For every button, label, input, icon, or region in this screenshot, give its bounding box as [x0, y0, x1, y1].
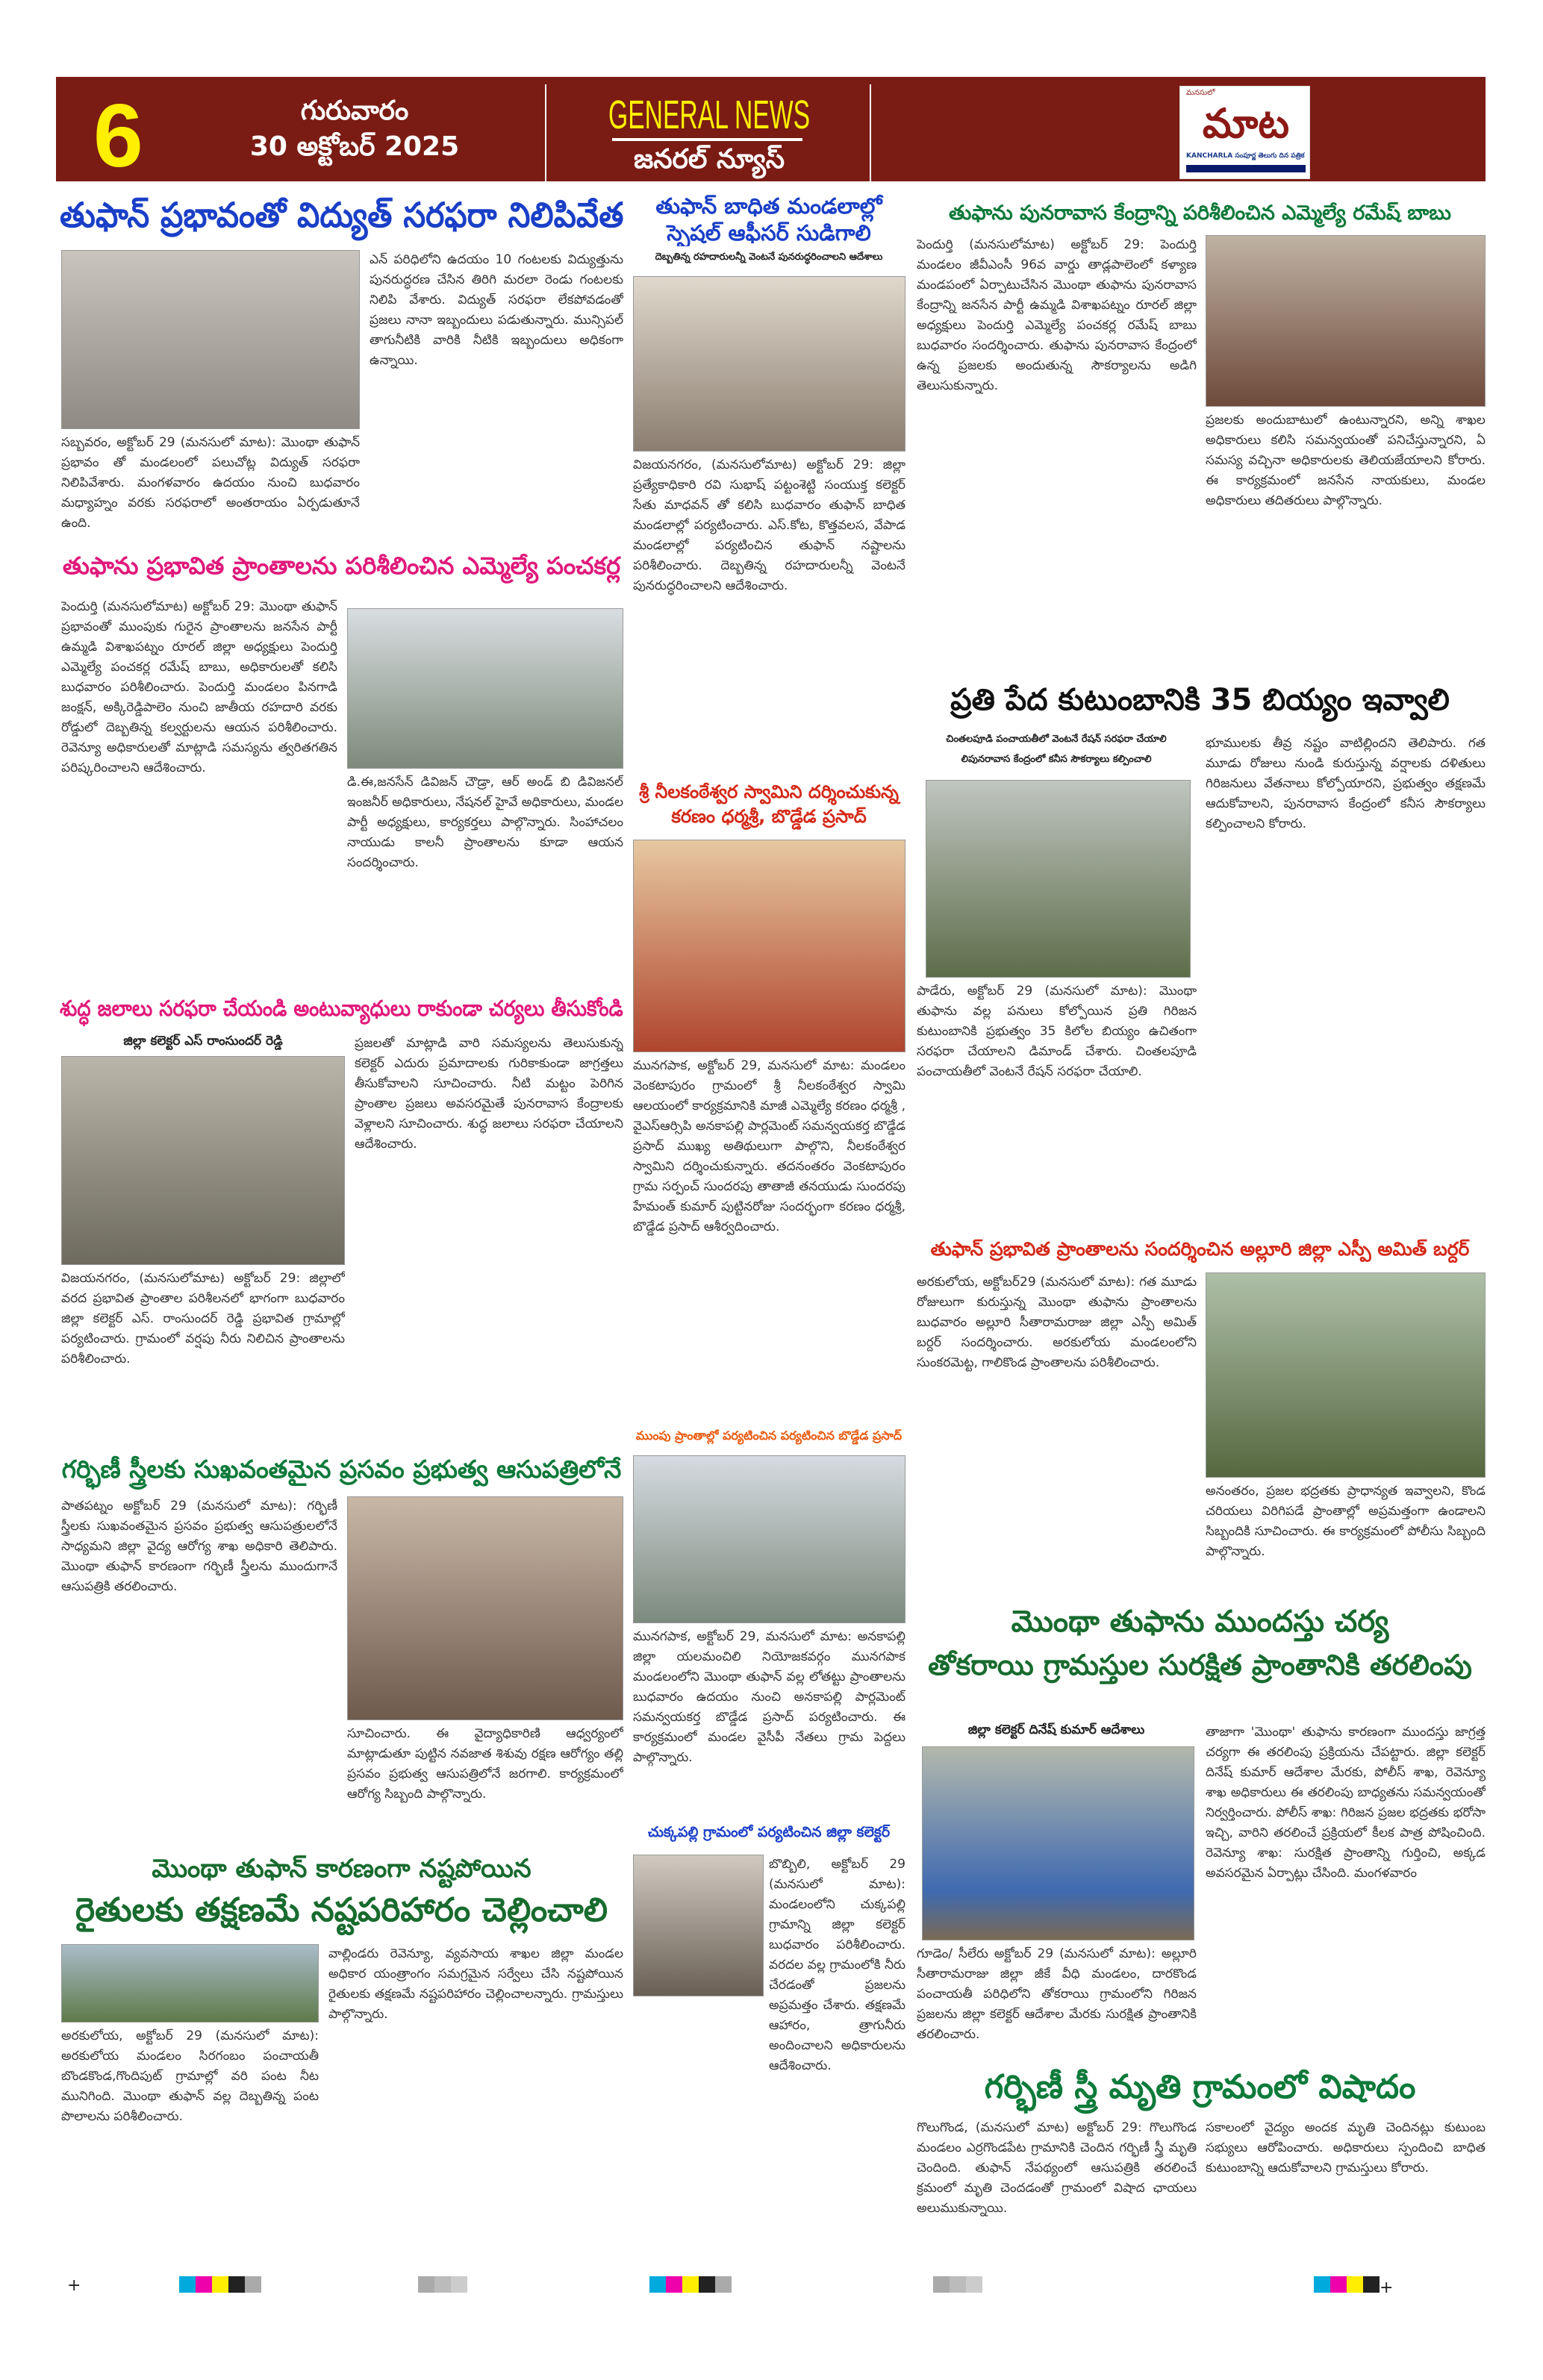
article-body: సూచించారు. ఈ వైద్యాధికారిణి ఆధ్వర్యంలో మాట్లాడుతూ పుట్టిన నవజాత శిశువు రక్షణ ఆరోగ్యం తల్లి ప్రసవం ప్రభుత్వ ఆసుపత్రిలోనే జరగాలి. కార్యక్రమంలో ఆరోగ్య సిబ్బంది పాల్గొన్నారు.: [347, 1726, 623, 1802]
section-title-en: GENERAL NEWS: [608, 93, 811, 137]
article-body: అనంతరం, ప్రజల భద్రతకు ప్రాధాన్యత ఇవ్వాలని, కొండ చరియలు విరిగిపడే ప్రాంతాల్లో అప్రమత్తంగా ఉండాలని సిబ్బందికి సూచించారు. ఈ కార్యక్రమంలో పోలీసు సిబ్బంది పాల్గొన్నారు.: [1206, 1484, 1486, 1559]
article-photo: [633, 1455, 905, 1623]
subheadline: దెబ్బతిన్న రహదారులన్నీ వెంటనే పునరుద్ధరించాలని ఆదేశాలు: [655, 252, 883, 263]
article-body: బొబ్బిలి, అక్టోబర్ 29 (మనసులో మాట): మండలంలోని చుక్కపల్లి గ్రామాన్ని జిల్లా కలెక్టర్ బుధవారం పరిశీలించారు. వరదల వల్ల గ్రామంలోకి నీరు చేరడంతో ప్రజలను అప్రమత్తం చేశారు. తక్షణమే ఆహారం, త్రాగునీరు అందించాలని అధికారులను ఆదేశించారు.: [769, 1857, 905, 2073]
headline: మొంథా తుఫాను ముందస్తు చర్య: [1011, 1605, 1389, 1639]
subheadline: లిపునరావాస కేంద్రంలో కనీస సౌకర్యాలు కల్పించాలి: [961, 754, 1152, 765]
article-photo: [1206, 235, 1486, 407]
color-bar: [418, 2276, 467, 2293]
article-body: ప్రజలతో మాట్లాడి వారి సమస్యలను తెలుసుకున్న కలెక్టర్ ఎదురు ప్రమాదాలకు గురికాకుండా జాగ్రత్తలు తీసుకోవాలని సూచించారు. నీటి మట్టం పెరిగిన ప్రాంతాల ప్రజలు అవసరమైతే పునరావాస కేంద్రాలకు వెళ్లాలని సూచించారు. శుద్ధ జలాలు సరఫరా చేయాలని ఆదేశించారు.: [355, 1036, 623, 1152]
article-body: ఎన్ పరిధిలోని ఉదయం 10 గంటలకు విద్యుత్తును పునరుద్ధరణ చేసిన తిరిగి మరలా రెండు గంటలకు నిలిపి వేశారు. విద్యుత్ సరఫరా లేకపోవడంతో ప్రజలు నానా ఇబ్బందులు పడుతున్నారు. మున్సిపల్ తాగునీటికి వారికి నీటికి ఇబ్బందులు అధికంగా ఉన్నాయి.: [370, 252, 623, 368]
article-photo: [926, 780, 1191, 978]
logo-prefix: మనసులో: [1186, 89, 1215, 97]
subheadline: చింతలపూడి పంచాయతీలో వెంటనే రేషన్ సరఫరా చేయాలి: [946, 734, 1167, 745]
article-photo: [633, 1855, 764, 1996]
article-body: సకాలంలో వైద్యం అందక మృతి చెందినట్లు కుటుంబ సభ్యులు ఆరోపించారు. అధికారులు స్పందించి బాధిత కుటుంబాన్ని ఆదుకోవాలని గ్రామస్తులు కోరారు.: [1206, 2120, 1486, 2176]
article-body: పాతపట్నం అక్టోబర్ 29 (మనసులో మాట): గర్భిణీ స్త్రీలకు సుఖవంతమైన ప్రసవం ప్రభుత్వ ఆసుపత్రులలోనే సాధ్యమని జిల్లా వైద్య ఆరోగ్య శాఖ అధికారి తెలిపారు. మొంథా తుఫాన్ కారణంగా గర్భిణీ స్త్రీలను ముందుగానే ఆసుపత్రికి తరలించారు.: [61, 1499, 337, 1594]
headline: తుఫాను పునరావాస కేంద్రాన్ని పరిశీలించిన ఎమ్మెల్యే రమేష్ బాబు: [949, 202, 1451, 225]
headline: శ్రీ నీలకంఠేశ్వర స్వామిని దర్శించుకున్న కరణం ధర్మశ్రీ, బొడ్డేడ ప్రసాద్: [639, 781, 899, 827]
headline: మొంథా తుఫాన్ కారణంగా నష్టపోయిన: [152, 1854, 532, 1884]
headline: తోకరాయి గ్రామస్తుల సురక్షిత ప్రాంతానికి తరలింపు: [928, 1649, 1472, 1681]
headline: ప్రతి పేద కుటుంబానికి 35 బియ్యం ఇవ్వాలి: [950, 683, 1450, 717]
color-bar: [179, 2276, 261, 2293]
newspaper-logo: [1179, 86, 1310, 179]
headline: శుద్ధ జలాలు సరఫరా చేయండి అంటువ్యాధులు రాకుండా చర్యలు తీసుకోండి: [60, 996, 623, 1021]
masthead: [56, 77, 1486, 186]
article-photo: [922, 1746, 1194, 1940]
divider: [545, 84, 546, 181]
article-body: భూములకు తీవ్ర నష్టం వాటిల్లిందని తెలిపారు. గత మూడు రోజులు నుండి కురుస్తున్న వర్షాలకు దళితులు గిరిజనులు వేతనాలు కోల్పోయారని, ప్రభుత్వం తక్షణమే ఆదుకోవాలని, పునరావాస కేంద్రంలో కనీస సౌకర్యాలు కల్పించాలని కోరారు.: [1206, 736, 1486, 831]
logo-brand: KANCHARLA సంపూర్ణ తెలుగు దిన పత్రిక: [1186, 152, 1305, 160]
article-body: గూడెం/ సీలేరు అక్టోబర్ 29 (మనసులో మాట): అల్లూరి సీతారామరాజు జిల్లా జీకే వీధి మండలం, దారకొండ పంచాయతీ పరిధిలోని తోకరాయి గ్రామంలోని గిరిజన ప్రజలను జిల్లా కలెక్టర్ ఆదేశాల మేరకు సురక్షిత ప్రాంతానికి తరలించారు.: [917, 1946, 1197, 2042]
article-photo: [1206, 1272, 1486, 1478]
article-photo: [61, 1056, 345, 1265]
subheadline: జిల్లా కలెక్టర్ దినేష్ కుమార్ ఆదేశాలు: [967, 1722, 1145, 1737]
article-photo: [61, 250, 360, 429]
logo-bar: [1186, 165, 1306, 172]
article-body: వాల్లిండరు రెవెన్యూ, వ్యవసాయ శాఖల జిల్లా మండల అధికార యంత్రాంగం సమగ్రమైన సర్వేలు చేసి నష్టపోయిన రైతులకు తక్షణమే నష్టపరిహారం చెల్లించాలన్నారు. గ్రామస్తులు పాల్గొన్నారు.: [328, 1946, 623, 2022]
article-body: ప్రజలకు అందుబాటులో ఉంటున్నారని, అన్ని శాఖల అధికారులు కలిసి సమన్వయంతో పనిచేస్తున్నారని, ఏ సమస్య వచ్చినా అధికారులకు తెలియజేయాలని కోరారు. ఈ కార్యక్రమంలో జనసేన నాయకులు, మండల అధికారులు తదితరులు పాల్గొన్నారు.: [1206, 413, 1486, 508]
article-body: పెందుర్తి (మనసులోమాట) అక్టోబర్ 29: పెందుర్తి మండలం జీవీఎంసీ 96వ వార్డు తాడ్లపాలెంలో కళ్యాణ మండపంలో ఏర్పాటుచేసిన మొంథా తుఫాను పునరావాస కేంద్రాన్ని జనసేన పార్టీ ఉమ్మడి విశాఖపట్నం రూరల్ జిల్లా అధ్యక్షులు పెందుర్తి ఎమ్మెల్యే పంచకర్ల రమేష్ బాబు బుధవారం సందర్శించారు. తుఫాను పునరావాస కేంద్రంలో ఉన్న ప్రజలకు అందుతున్న సౌకర్యాలను అడిగి తెలుసుకున్నారు.: [917, 237, 1197, 393]
headline: ముంపు ప్రాంతాల్లో పర్యటించిన పర్యటించిన బొడ్డేడ ప్రసాద్: [635, 1428, 903, 1443]
headline: గర్భిణీ స్త్రీలకు సుఖవంతమైన ప్రసవం ప్రభుత్వ ఆసుపత్రిలోనే: [61, 1455, 622, 1484]
article-photo: [347, 1496, 623, 1720]
article-body: అరకులోయ, అక్టోబర్29 (మనసులో మాట): గత మూడు రోజులుగా కురుస్తున్న మొంథా తుఫాను ప్రాంతాలను బుధవారం అల్లూరి సీతారామరాజు జిల్లా ఎస్పీ అమిత్ బర్దర్ సందర్శించారు. అరకులోయ మండలంలోని సుంకరమెట్ట, గాలికొండ ప్రాంతాలను పరిశీలించారు.: [917, 1275, 1197, 1370]
article-body: డి.ఈ,జనసేన్ డివిజన్ చౌడ్రా, ఆర్ అండ్ బి డివిజనల్ ఇంజనీర్ అధికారులు, నేషనల్ హైవే అధికారులు, మండల పార్టీ అధ్యక్షులు, కార్యకర్తలు పాల్గొన్నారు. సింహాచలం నాయుడు కాలనీ ప్రాంతాలను కూడా ఆయన సందర్శించారు.: [347, 775, 623, 870]
section-title-te: జనరల్ న్యూస్: [633, 144, 785, 175]
article-photo: [61, 1944, 319, 2023]
page-number: 6: [93, 86, 143, 186]
article-photo: [633, 840, 905, 1052]
issue-date-text: 30 అక్టోబర్ 2025: [249, 131, 460, 162]
article-body: సబ్బవరం, అక్టోబర్ 29 (మనసులో మాట): మొంథా తుఫాన్ ప్రభావం తో మండలంలో పలుచోట్ల విద్యుత్ సరఫరా నిలిపివేశారు. మంగళవారం ఉదయం నుంచి బుధవారం మధ్యాహ్నం వరకు సరఫరాలో అంతరాయం ఏర్పడుతూనే ఉంది.: [61, 435, 360, 531]
headline: గర్భిణీ స్త్రీ మృతి గ్రామంలో విషాదం: [984, 2068, 1416, 2106]
divider: [870, 84, 871, 181]
logo-text: మాట: [1202, 100, 1290, 147]
article-body: మునగపాక, అక్టోబర్ 29, మనసులో మాట: అనకాపల్లి జిల్లా యలమంచిలి నియోజకవర్గం మునగపాక మండలంలోని మొంథా తుఫాన్ వల్ల లోతట్టు ప్రాంతాలను బుధవారం ఉదయం నుంచి అనకాపల్లి పార్లమెంట్ సమన్వయకర్త బొడ్డేడ ప్రసాద్ పర్యటించారు. ఈ కార్యక్రమంలో మండల వైసీపీ నేతలు గ్రామ పెద్దలు పాల్గొన్నారు.: [633, 1629, 905, 1765]
headline: రైతులకు తక్షణమే నష్టపరిహారం చెల్లించాలి: [75, 1891, 608, 1929]
article-photo: [633, 276, 905, 452]
color-bar: +: [1314, 2276, 1393, 2293]
divider: [612, 138, 802, 141]
registration-marks: +: [67, 2276, 81, 2295]
headline: తుఫాన్ ప్రభావిత ప్రాంతాలను సందర్శించిన అల్లూరి జిల్లా ఎస్పీ అమిత్ బర్దర్: [930, 1238, 1470, 1260]
article-body: విజయనగరం, (మనసులోమాట) అక్టోబర్ 29: జిల్లా ప్రత్యేకాధికారి రవి సుభాష్ పట్టంశెట్టి సంయుక్త కలెక్టర్ సేతు మాధవన్ తో కలిసి బుధవారం తుఫాన్ బాధిత మండలాల్లో పర్యటించారు. ఎస్.కోట, కొత్తవలస, వేపాడ మండలాల్లో పర్యటించిన తుఫాన్ నష్టాలను పరిశీలించారు. దెబ్బతిన్న రహదారులన్నీ వెంటనే పునరుద్ధరించాలని ఆదేశించారు.: [633, 457, 905, 593]
article-body: గొలుగొండ, (మనసులో మాట) అక్టోబర్ 29: గొలుగొండ మండలం ఎర్రగొండపేట గ్రామానికి చెందిన గర్భిణీ స్త్రీ మృతి చెందింది. తుఫాన్ నేపథ్యంలో ఆసుపత్రికి తరలించే క్రమంలో మృతి చెందడంతో గ్రామంలో విషాద ఛాయలు అలుముకున్నాయి.: [917, 2120, 1197, 2216]
headline: చుక్కపల్లి గ్రామంలో పర్యటించిన జిల్లా కలెక్టర్: [647, 1824, 891, 1840]
color-bar: [933, 2276, 982, 2293]
color-bar: [649, 2276, 732, 2293]
article-body: పాడేరు, అక్టోబర్ 29 (మనసులో మాట): మొంథా తుఫాను వల్ల పనులు కోల్పోయిన ప్రతి గిరిజన కుటుంబానికి ప్రభుత్వం 35 కిలోల బియ్యం ఉచితంగా సరఫరా చేయాలని డిమాండ్ చేశారు. చింతలపూడి పంచాయతీలో వెంటనే రేషన్ సరఫరా చేయాలి.: [917, 984, 1197, 1079]
issue-day: గురువారం: [300, 96, 409, 126]
article-body: అరకులోయ, అక్టోబర్ 29 (మనసులో మాట): అరకులోయ మండలం సిరగంబం పంచాయతీ బొండకొండ,గొందిపుట్ గ్రామాల్లో వరి పంట నీట మునిగింది. మొంథా తుఫాన్ వల్ల దెబ్బతిన్న పంట పొలాలను పరిశీలించారు.: [61, 2028, 319, 2124]
issue-date: [243, 93, 467, 165]
article-photo: [347, 608, 623, 769]
headline: తుఫాన్ ప్రభావంతో విద్యుత్ సరఫరా నిలిపివేత: [60, 195, 624, 235]
article-body: మునగపాక, అక్టోబర్ 29, మనసులో మాట: మండలం వెంకటాపురం గ్రామంలో శ్రీ నీలకంఠేశ్వర స్వామి ఆలయంలో కార్యక్రమానికి మాజీ ఎమ్మెల్యే కరణం ధర్మశ్రీ , వైఎస్ఆర్సిపి అనకాపల్లి పార్లమెంట్ సమన్వయకర్త బొడ్డేడ ప్రసాద్ ముఖ్య అతిథులుగా పాల్గొని, నీలకంఠేశ్వర స్వామిని దర్శించుకున్నారు. తదనంతరం వెంకటాపురం గ్రామ సర్పంచ్ సుందరపు తాతాజీ తనయుడు సుందరపు హేమంత్ కుమార్ పుట్టినరోజు సందర్భంగా కరణం ధర్మశ్రీ, బొడ్డేడ ప్రసాద్ ఆశీర్వదించారు.: [633, 1058, 905, 1234]
headline: తుఫాన్ బాధిత మండలాల్లో స్పెషల్ ఆఫీసర్ సుడిగాలి: [655, 193, 882, 246]
headline: తుఫాను ప్రభావిత ప్రాంతాలను పరిశీలించిన ఎమ్మెల్యే పంచకర్ల: [62, 552, 621, 580]
article-body: పెందుర్తి (మనసులోమాట) అక్టోబర్ 29: మొంథా తుఫాన్ ప్రభావంతో ముంపుకు గురైన ప్రాంతాలను జనసేన పార్టీ ఉమ్మడి విశాఖపట్నం రూరల్ జిల్లా అధ్యక్షులు పెందుర్తి ఎమ్మెల్యే పంచకర్ల రమేష్ బాబు, అధికారులతో కలిసి బుధవారం పరిశీలించారు. పెందుర్తి మండలం పినగాడి జంక్షన్, అక్కిరెడ్డిపాలెం నుంచి జాతీయ రహదారి వరకు రోడ్డులో దెబ్బతిన్న కల్వర్టులను ఆయన పరిశీలించారు. రెవెన్యూ అధికారులతో మాట్లాడి సమస్యను త్వరితగతిన పరిష్కరించాలని ఆదేశించారు.: [61, 599, 337, 775]
article-body: విజయనగరం, (మనసులోమాట) అక్టోబర్ 29: జిల్లాలో వరద ప్రభావిత ప్రాంతాల పరిశీలనలో భాగంగా బుధవారం జిల్లా కలెక్టర్ ఎస్. రాంసుందర్ రెడ్డి ప్రభావిత గ్రామాల్లో పర్యటించారు. గ్రామంలో వర్షపు నీరు నిలిచిన ప్రాంతాలను పరిశీలించారు.: [61, 1271, 345, 1367]
subheadline: జిల్లా కలెక్టర్ ఎస్ రాంసుందర్ రెడ్డి: [123, 1034, 283, 1049]
article-body: తాజాగా 'మొంథా' తుఫాను కారణంగా ముందస్తు జాగ్రత్త చర్యగా ఈ తరలింపు ప్రక్రియను చేపట్టారు. జిల్లా కలెక్టర్ దినేష్ కుమార్ ఆదేశాల మేరకు, పోలీస్ శాఖ, రెవెన్యూ శాఖ అధికారులు ఈ తరలింపు బాధ్యతను సమన్వయంతో నిర్వర్తించారు. పోలీస్ శాఖ: గిరిజన ప్రజల భద్రతకు భరోసా ఇచ్చి, వారిని తరలించే ప్రక్రియలో కీలక పాత్ర పోషించింది. రెవెన్యూ శాఖ: సురక్షిత ప్రాంతాన్ని గుర్తించి, అక్కడ అవసరమైన ఏర్పాట్లు చేసింది. మంగళవారం: [1206, 1725, 1486, 1881]
